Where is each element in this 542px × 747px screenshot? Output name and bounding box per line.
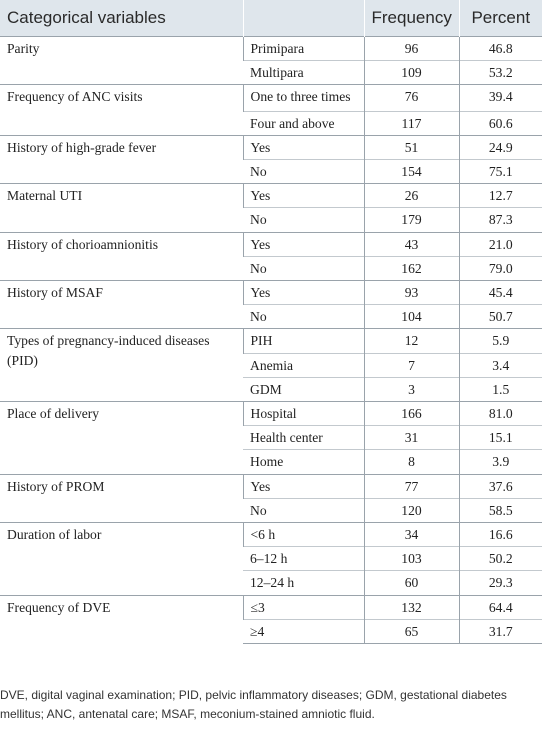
table-row [0,523,542,547]
frequency-cell: 7 [364,353,459,377]
subcategory-cell: No [243,305,364,329]
subcategory-cell: ≤3 [243,595,364,619]
subcategory-cell: Hospital [243,402,364,426]
frequency-cell: 77 [364,474,459,498]
subcategory-cell: No [243,256,364,280]
subcategory-cell: <6 h [243,523,364,547]
percent-cell: 50.7 [459,305,542,329]
percent-cell: 79.0 [459,256,542,280]
header-subcategory [243,0,364,37]
frequency-cell: 154 [364,160,459,184]
subcategory-cell: No [243,208,364,232]
subcategory-cell: GDM [243,377,364,401]
frequency-cell: 65 [364,619,459,643]
table-row [0,85,542,111]
subcategory-cell: Health center [243,426,364,450]
table-row [0,329,542,353]
variable-name-cell: History of high-grade fever [0,135,243,183]
frequency-cell: 166 [364,402,459,426]
header-frequency: Frequency [364,0,459,37]
percent-cell: 29.3 [459,571,542,595]
variable-name-cell: Place of delivery [0,402,243,475]
percent-cell: 39.4 [459,85,542,111]
percent-cell: 53.2 [459,61,542,85]
table-row [0,402,542,426]
subcategory-cell: Primipara [243,37,364,61]
subcategory-cell: 6–12 h [243,547,364,571]
frequency-cell: 179 [364,208,459,232]
frequency-cell: 31 [364,426,459,450]
variable-name-cell: Parity [0,37,243,85]
percent-cell: 58.5 [459,498,542,522]
subcategory-cell: ≥4 [243,619,364,643]
variable-name-cell: Duration of labor [0,523,243,596]
table-row [0,135,542,159]
percent-cell: 37.6 [459,474,542,498]
frequency-cell: 43 [364,232,459,256]
subcategory-cell: No [243,160,364,184]
frequency-cell: 109 [364,61,459,85]
percent-cell: 3.9 [459,450,542,474]
subcategory-cell: One to three times [243,85,364,111]
table-row [0,232,542,256]
header-percent: Percent [459,0,542,37]
subcategory-cell: PIH [243,329,364,353]
subcategory-cell: Yes [243,474,364,498]
percent-cell: 64.4 [459,595,542,619]
variable-name-cell: History of MSAF [0,281,243,329]
frequency-cell: 3 [364,377,459,401]
frequency-cell: 26 [364,184,459,208]
variable-name-cell: History of chorioamnionitis [0,232,243,280]
percent-cell: 15.1 [459,426,542,450]
frequency-cell: 12 [364,329,459,353]
percent-cell: 45.4 [459,281,542,305]
percent-cell: 24.9 [459,135,542,159]
percent-cell: 1.5 [459,377,542,401]
frequency-cell: 60 [364,571,459,595]
variable-name-cell: Types of pregnancy-induced diseases (PID) [0,329,243,402]
frequency-cell: 162 [364,256,459,280]
frequency-cell: 103 [364,547,459,571]
subcategory-cell: Anemia [243,353,364,377]
table-row [0,184,542,208]
frequency-cell: 96 [364,37,459,61]
percent-cell: 75.1 [459,160,542,184]
frequency-cell: 51 [364,135,459,159]
percent-cell: 3.4 [459,353,542,377]
subcategory-cell: Yes [243,184,364,208]
table-footnote: DVE, digital vaginal examination; PID, pelvic inflammatory diseases; GDM, gestational diabetes mellitus; ANC, antenatal care; MSAF, meconium-stained amniotic fluid. [0,688,507,721]
percent-cell: 31.7 [459,619,542,643]
subcategory-cell: 12–24 h [243,571,364,595]
table-body [0,37,542,644]
table-row [0,37,542,61]
frequency-cell: 34 [364,523,459,547]
frequency-cell: 132 [364,595,459,619]
frequency-cell: 93 [364,281,459,305]
variable-name-cell: Frequency of ANC visits [0,85,243,135]
percent-cell: 81.0 [459,402,542,426]
frequency-cell: 104 [364,305,459,329]
variable-name-cell: Maternal UTI [0,184,243,232]
subcategory-cell: Four and above [243,111,364,135]
table-row [0,281,542,305]
header-row [0,0,542,37]
table-row [0,474,542,498]
percent-cell: 12.7 [459,184,542,208]
subcategory-cell: Home [243,450,364,474]
percent-cell: 87.3 [459,208,542,232]
frequency-cell: 8 [364,450,459,474]
variable-name-cell: Frequency of DVE [0,595,243,643]
variable-name-cell: History of PROM [0,474,243,522]
subcategory-cell: Yes [243,281,364,305]
frequency-cell: 120 [364,498,459,522]
percent-cell: 46.8 [459,37,542,61]
table-row [0,595,542,619]
subcategory-cell: Yes [243,232,364,256]
percent-cell: 21.0 [459,232,542,256]
percent-cell: 60.6 [459,111,542,135]
percent-cell: 50.2 [459,547,542,571]
frequency-cell: 117 [364,111,459,135]
frequency-cell: 76 [364,85,459,111]
subcategory-cell: Multipara [243,61,364,85]
subcategory-cell: No [243,498,364,522]
header-categorical-variables: Categorical variables [0,0,243,37]
percent-cell: 16.6 [459,523,542,547]
subcategory-cell: Yes [243,135,364,159]
percent-cell: 5.9 [459,329,542,353]
